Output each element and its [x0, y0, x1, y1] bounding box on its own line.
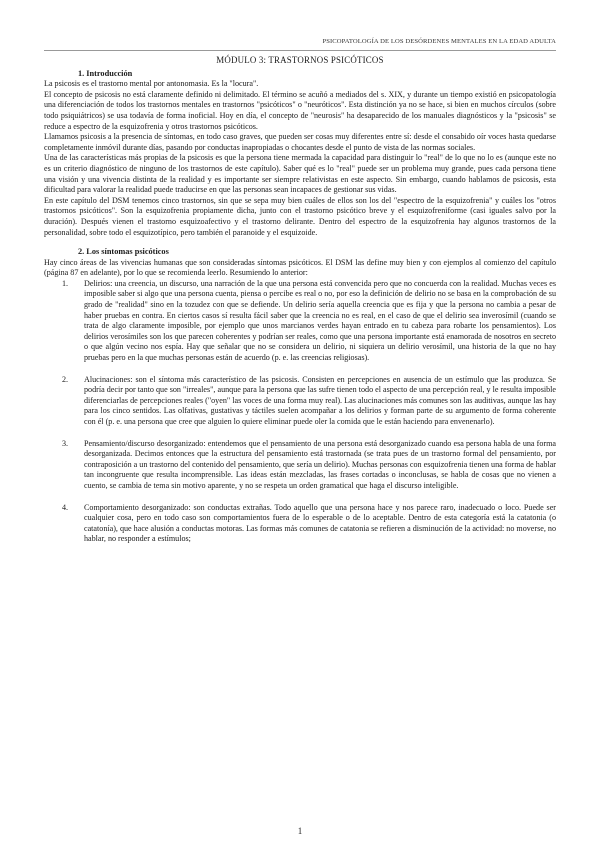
running-header: PSICOPATOLOGÍA DE LOS DESÓRDENES MENTALES EN LA EDAD ADULTA	[322, 38, 556, 45]
page-number: 1	[297, 826, 303, 836]
list-item-pensamiento-desorganizado	[44, 439, 556, 492]
list-number: 3.	[62, 438, 69, 448]
paragraph: Una de las características más propias de la psicosis es que la persona tiene mermada la capacidad para distinguir lo "real" de lo que no lo es (aunque este no es un criterio diagnóstico de ninguno de los trastornos de este capítulo). Saber qué es lo "real" puede ser un problema muy grande, pues cada persona tiene una visión y una vivencia distinta de la realidad y es importante ser siempre relativistas en este aspecto. Sin embargo, cuando hablamos de psicosis, esta dificultad para valorar la realidad puede traducirse en que las personas sean incapaces de gestionar sus vidas.	[44, 153, 556, 195]
paragraph: En este capítulo del DSM tenemos cinco trastornos, sin que se sepa muy bien cuáles de ellos son los del "espectro de la esquizofrenia" y cuáles los "otros trastornos psicóticos". Son la esquizofrenia propiamente dicha, junto con el trastorno psicótico breve y el esquizofreniforme (casi iguales salvo por la duración). Después vienen el trastorno esquizoafectivo y el trastorno delirante. Dentro del espectro de la esquizofrenia hay algunos trastornos de la personalidad, sobre todo el esquizotípico, pero también el paranoide y el esquizoide.	[44, 195, 556, 237]
list-item-alucinaciones	[44, 375, 556, 428]
list-number: 1.	[62, 278, 69, 288]
paragraph: La psicosis es el trastorno mental por antonomasia. Es la "locura".	[44, 79, 259, 89]
section-spacer	[44, 238, 556, 247]
header-divider	[44, 50, 556, 51]
paragraph: Llamamos psicosis a la presencia de síntomas, en todo caso graves, que pueden ser cosas muy diferentes entre sí: desde el consabido oír voces hasta quedarse completamente inmóvil durante días, pasando por conductas inapropiadas o chocantes desde el punto de vista de las normas sociales.	[44, 132, 556, 152]
list-item-text: Delirios: una creencia, un discurso, una narración de la que una persona está convencida pero que no concuerda con la realidad. Muchas veces es imposible saber si algo que una persona cuenta, piensa o percibe es real o no, por eso la definición de delirio no se basa en la comprobación de su grado de "realidad" sino en la tozudez con que se defiende. Un delirio sería aquella creencia que es fija y que la persona no cambia a pesar de haber pruebas en contra. En ciertos casos sí resulta fácil saber que la creencia no es real, en el caso de que el delirio sea inverosímil (cuando se trata de algo claramente imposible, por ejemplo que unos marcianos verdes hayan entrado en tu cabeza para robarte los pensamientos). Los delirios verosímiles son los que parecen coherentes y podrían ser reales, como que una persona importante está enamorada de nosotros en secreto o que algún vecino nos espía. Hay que señalar que no se considera un delirio, ni siquiera un delirio verosímil, una historia de la que no hay pruebas pero en la que muchas personas están de acuerdo (p. e. las creencias religiosas).	[84, 278, 556, 363]
list-item-delirios	[44, 279, 556, 364]
paragraph: El concepto de psicosis no está claramente definido ni delimitado. El término se acuñó a mediados del s. XIX, y durante un tiempo existió en psicopatología una diferenciación de todos los trastornos mentales en trastornos "psicóticos" o "neuróticos". Esta distinción ya no se hace, si bien en muchos círculos (sobre todo psiquiátricos) se usa todavía de forma inoficial. Hoy en día, el concepto de "neurosis" ha desaparecido de los manuales diagnósticos y la "psicosis" se reduce a espectro de la esquizofrenia y otros trastornos psicóticos.	[44, 89, 556, 131]
paragraph: Hay cinco áreas de las vivencias humanas que son consideradas síntomas psicóticos. El DSM las define muy bien y con ejemplos al comienzo del capítulo (página 87 en adelante), por lo que se recomienda leerlo. Resumiendo lo anterior:	[44, 257, 556, 278]
section-heading-sintomas: 2. Los síntomas psicóticos	[78, 247, 169, 257]
document-body	[44, 55, 556, 545]
list-number: 4.	[62, 502, 69, 512]
list-item-text: Alucinaciones: son el síntoma más característico de las psicosis. Consisten en percepciones en ausencia de un estímulo que las produzca. Se podría decir por tanto que son "irreales", aunque para la persona que las sufre tienen todo el aspecto de una percepción real, y le resulta imposible diferenciarlas de percepciones reales ("oyen" las voces de una forma muy real). Las alucinaciones más comunes son las auditivas, aunque las hay para los cinco sentidos. Las olfativas, gustativas y táctiles suelen acompañar a los delirios y forman parte de su argumento de forma coherente con él (p. e. una persona que cree que alguien lo quiere eliminar puede oler la comida que le están haciendo para envenenarlo).	[84, 374, 556, 426]
list-item-text: Comportamiento desorganizado: son conductas extrañas. Todo aquello que una persona hace y nos parece raro, inadecuado o loco. Puede ser cualquier cosa, pero en todo caso son comportamientos fuera de lo esperable o de lo aceptable. Dentro de esta categoría está la catatonia (o catatonía), que hace alusión a conductas motoras. Las formas más comunes de catatonia se refieren a disminución de la actividad: no moverse, no hablar, no responder a estímulos;	[84, 502, 556, 544]
list-item-comportamiento-desorganizado	[44, 503, 556, 545]
section-heading-introduccion: 1. Introducción	[78, 68, 133, 78]
list-number: 2.	[62, 374, 69, 384]
list-item-text: Pensamiento/discurso desorganizado: entendemos que el pensamiento de una persona está desorganizado cuando esa persona habla de una forma desorganizada. Decimos entonces que la estructura del pensamiento está trastornada (se trata pues de un trastorno formal del pensamiento, por contraposición a un trastorno del contenido del pensamiento, que sería un delirio). Muchas personas con esquizofrenia tienen una forma de hablar tan incongruente que resulta incomprensible. Las ideas están mezcladas, las frases cortadas o inconclusas, se habla de cosas que no vienen a cuento, se cambia de tema sin motivo aparente, y no se respeta un orden gramatical que haga el discurso inteligible.	[84, 438, 556, 490]
document-title: MÓDULO 3: TRASTORNOS PSICÓTICOS	[216, 55, 384, 65]
symptom-list	[44, 279, 556, 545]
